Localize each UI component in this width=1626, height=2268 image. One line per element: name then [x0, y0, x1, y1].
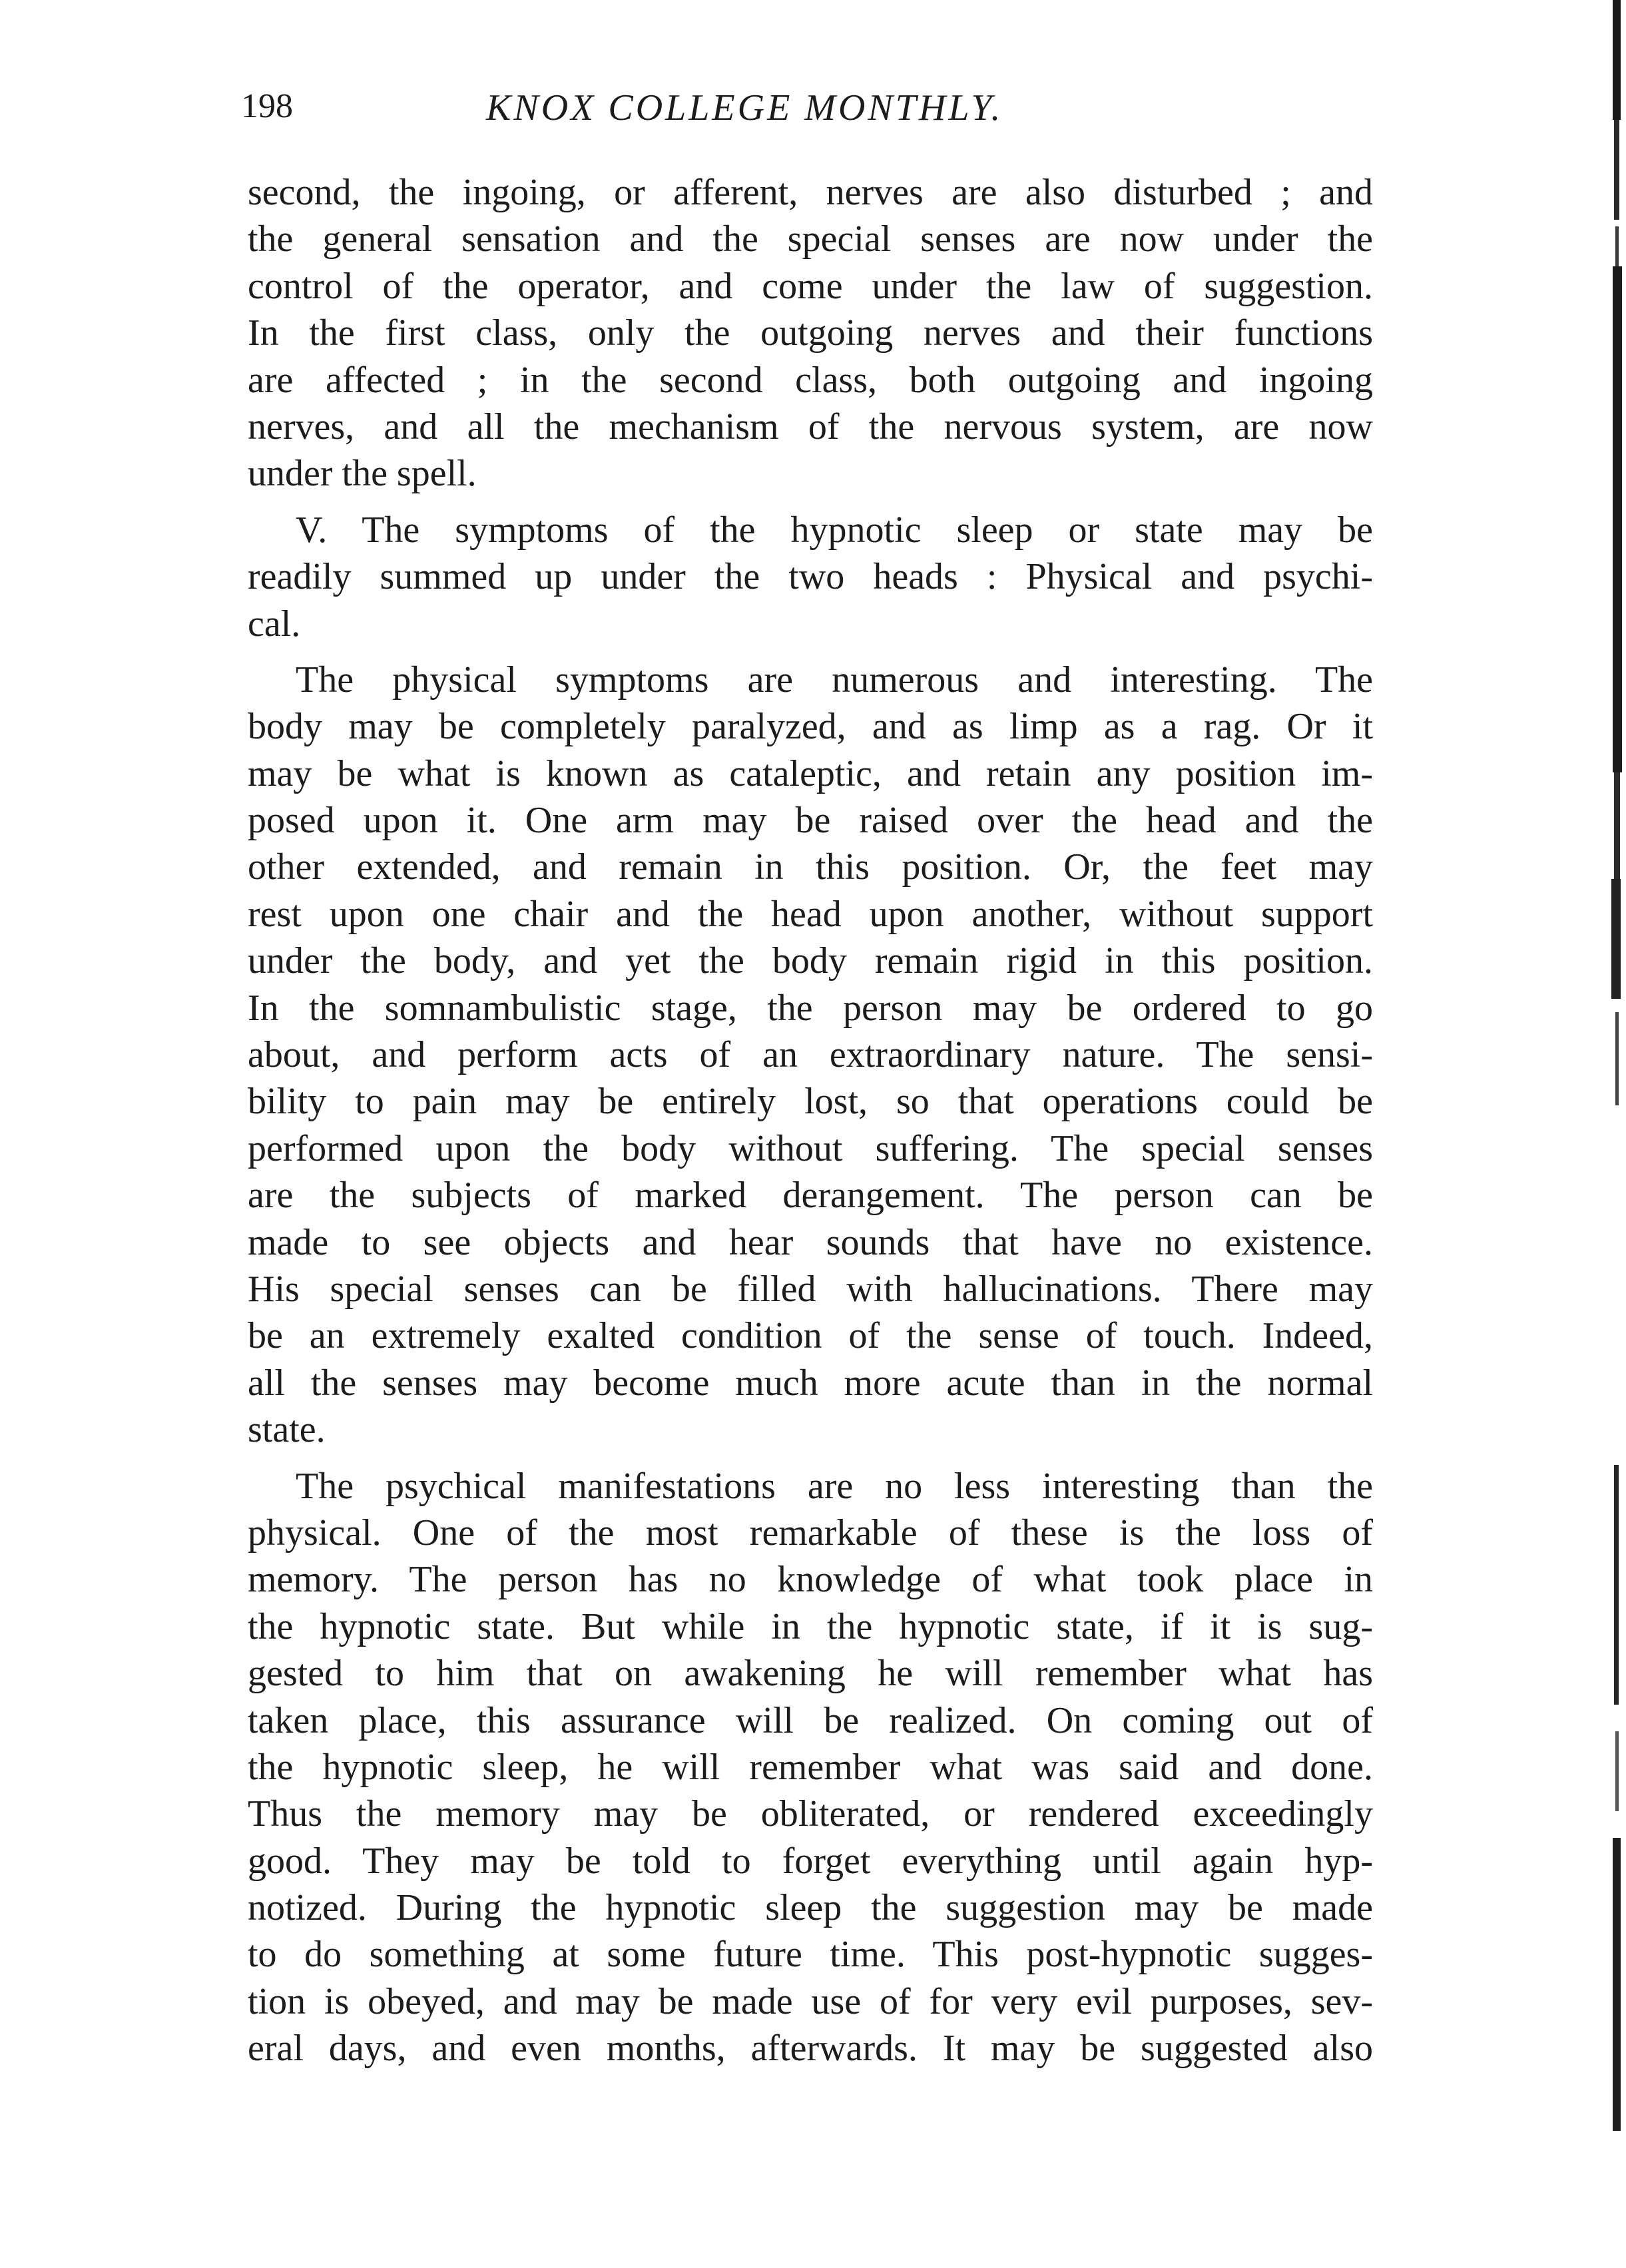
- text-line: nerves, and all the mechanism of the nervous system, are now: [248, 406, 1373, 447]
- text-line: notized. During the hypnotic sleep the suggestion may be made: [248, 1887, 1373, 1929]
- text-line: the hypnotic sleep, he will remember what was said and done.: [248, 1746, 1373, 1788]
- running-title: KNOX COLLEGE MONTHLY.: [486, 87, 1003, 129]
- text-line: tion is obeyed, and may be made use of for very evil purposes, sev-: [248, 1980, 1373, 2022]
- text-line: to do something at some future time. This post-hypnotic sugges-: [248, 1934, 1373, 1976]
- paragraph: [248, 507, 1373, 647]
- text-line: state.: [248, 1409, 326, 1451]
- text-line: V. The symptoms of the hypnotic sleep or state may be: [296, 509, 1373, 551]
- binding-edge-marks: [1598, 0, 1626, 2268]
- text-line: other extended, and remain in this position. Or, the feet may: [248, 846, 1373, 888]
- text-line: about, and perform acts of an extraordinary nature. The sensi-: [248, 1034, 1373, 1076]
- paragraph: [248, 1463, 1373, 2072]
- text-line: gested to him that on awakening he will remember what has: [248, 1653, 1373, 1695]
- text-line: all the senses may become much more acute than in the normal: [248, 1362, 1373, 1404]
- text-line: cal.: [248, 603, 301, 645]
- text-line: be an extremely exalted condition of the sense of touch. Indeed,: [248, 1315, 1373, 1357]
- text-line: bility to pain may be entirely lost, so that operations could be: [248, 1081, 1373, 1123]
- text-line: may be what is known as cataleptic, and retain any position im-: [248, 752, 1373, 794]
- text-line: good. They may be told to forget everything until again hyp-: [248, 1840, 1373, 1882]
- text-line: made to see objects and hear sounds that have no existence.: [248, 1221, 1373, 1263]
- paragraph: [248, 169, 1373, 497]
- text-line: readily summed up under the two heads : Physical and psychi-: [248, 556, 1373, 598]
- paragraph-gap: [248, 647, 1373, 657]
- text-line: In the first class, only the outgoing nerves and their functions: [248, 312, 1373, 354]
- text-line: second, the ingoing, or afferent, nerves are also disturbed ; and: [248, 172, 1373, 213]
- text-line: memory. The person has no knowledge of what took place in: [248, 1559, 1373, 1601]
- text-line: performed upon the body without suffering. The special senses: [248, 1127, 1373, 1169]
- text-line: posed upon it. One arm may be raised over the head and the: [248, 800, 1373, 842]
- page-number: 198: [241, 87, 293, 125]
- text-line: eral days, and even months, afterwards. It may be suggested also: [248, 2028, 1373, 2070]
- text-line: are affected ; in the second class, both outgoing and ingoing: [248, 359, 1373, 401]
- text-line: The psychical manifestations are no less interesting than the: [296, 1465, 1373, 1507]
- text-line: rest upon one chair and the head upon another, without support: [248, 893, 1373, 935]
- text-line: under the body, and yet the body remain rigid in this position.: [248, 940, 1373, 982]
- text-line: His special senses can be filled with hallucinations. There may: [248, 1268, 1373, 1310]
- text-line: control of the operator, and come under the law of suggestion.: [248, 265, 1373, 307]
- text-line: under the spell.: [248, 453, 477, 495]
- text-line: The physical symptoms are numerous and interesting. The: [296, 659, 1373, 701]
- text-line: physical. One of the most remarkable of these is the loss of: [248, 1512, 1373, 1554]
- text-line: Thus the memory may be obliterated, or rendered exceedingly: [248, 1793, 1373, 1835]
- text-line: the general sensation and the special senses are now under the: [248, 218, 1373, 260]
- text-line: body may be completely paralyzed, and as limp as a rag. Or it: [248, 706, 1373, 748]
- paragraph: [248, 657, 1373, 1454]
- paragraph-gap: [248, 1454, 1373, 1463]
- text-line: In the somnambulistic stage, the person may be ordered to go: [248, 987, 1373, 1029]
- text-line: are the subjects of marked derangement. The person can be: [248, 1175, 1373, 1217]
- text-line: taken place, this assurance will be realized. On coming out of: [248, 1699, 1373, 1741]
- article-body: [248, 169, 1373, 2072]
- paragraph-gap: [248, 497, 1373, 507]
- text-line: the hypnotic state. But while in the hypnotic state, if it is sug-: [248, 1605, 1373, 1647]
